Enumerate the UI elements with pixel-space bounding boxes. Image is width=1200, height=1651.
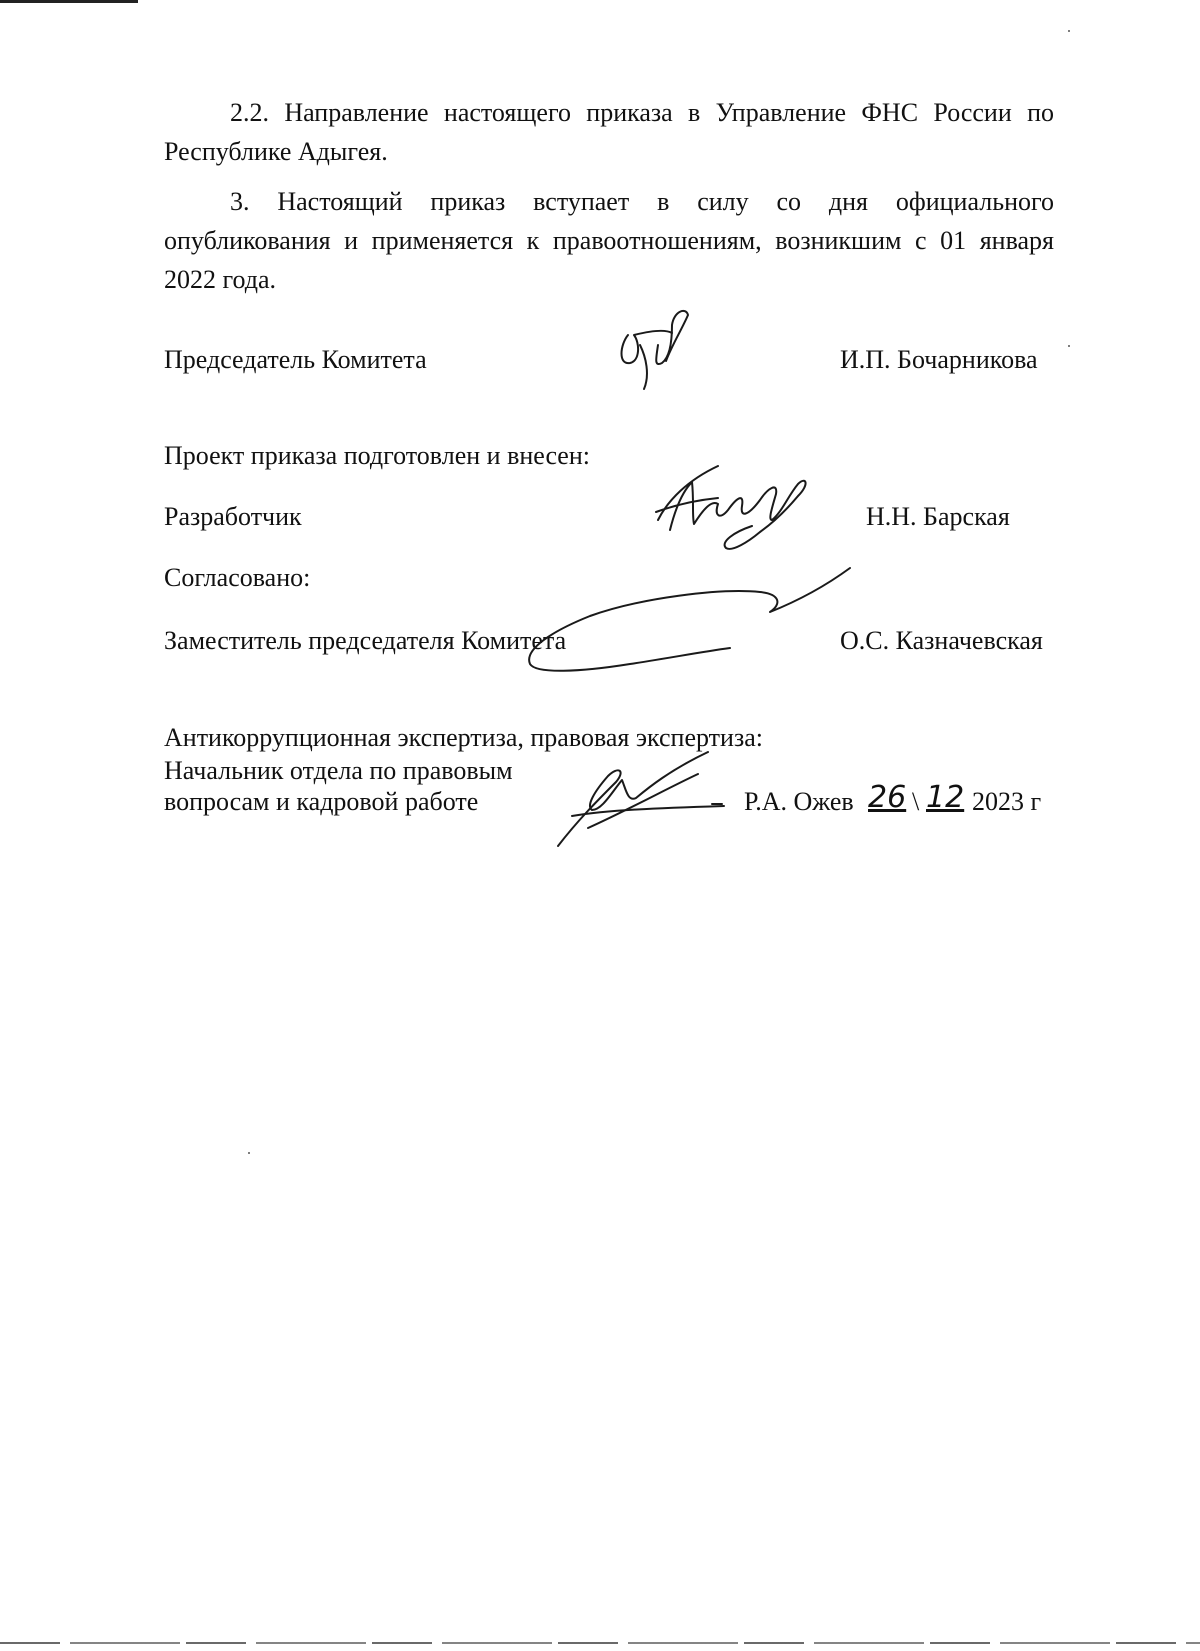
expertise-heading: Антикоррупционная экспертиза, правовая экспертиза:	[164, 723, 763, 752]
legal-head-signature	[548, 740, 728, 850]
scan-speck	[1068, 345, 1070, 347]
legal-head-name: Р.А. Ожев	[744, 787, 854, 816]
legal-head-position-line2: вопросам и кадровой работе	[164, 787, 479, 816]
chairman-position: Председатель Комитета	[164, 345, 427, 374]
date-separator: \	[912, 787, 920, 816]
chairman-signature	[610, 305, 700, 395]
scan-speck	[1068, 30, 1070, 32]
paragraph-2-2-text: 2.2. Направление настоящего приказа в Управление ФНС России по Республике Адыгея.	[164, 98, 1054, 166]
date-month-handwritten: 12	[926, 780, 965, 815]
paragraph-3	[164, 182, 1054, 299]
developer-signature	[648, 460, 818, 560]
paragraph-2-2	[164, 93, 1054, 171]
chairman-name: И.П. Бочарникова	[840, 345, 1038, 374]
developer-position: Разработчик	[164, 502, 302, 531]
deputy-position: Заместитель председателя Комитета	[164, 626, 567, 655]
date-year: 2023 г	[972, 787, 1042, 816]
date-day-handwritten: 26	[868, 780, 907, 815]
scan-edge-mark	[0, 0, 138, 3]
signature-underline	[712, 796, 722, 806]
scan-speck	[248, 1152, 250, 1154]
agreed-heading: Согласовано:	[164, 563, 311, 592]
developer-name: Н.Н. Барская	[866, 502, 1010, 531]
deputy-signature	[520, 560, 860, 680]
legal-head-position-line1: Начальник отдела по правовым	[164, 756, 513, 785]
scan-edge-line	[0, 1642, 1200, 1644]
deputy-name: О.С. Казначевская	[840, 626, 1043, 655]
prepared-heading: Проект приказа подготовлен и внесен:	[164, 441, 590, 470]
paragraph-3-text: 3. Настоящий приказ вступает в силу со дня официального опубликования и применяется к правоотношениям, возникшим с 01 января 2022 года.	[164, 187, 1054, 294]
